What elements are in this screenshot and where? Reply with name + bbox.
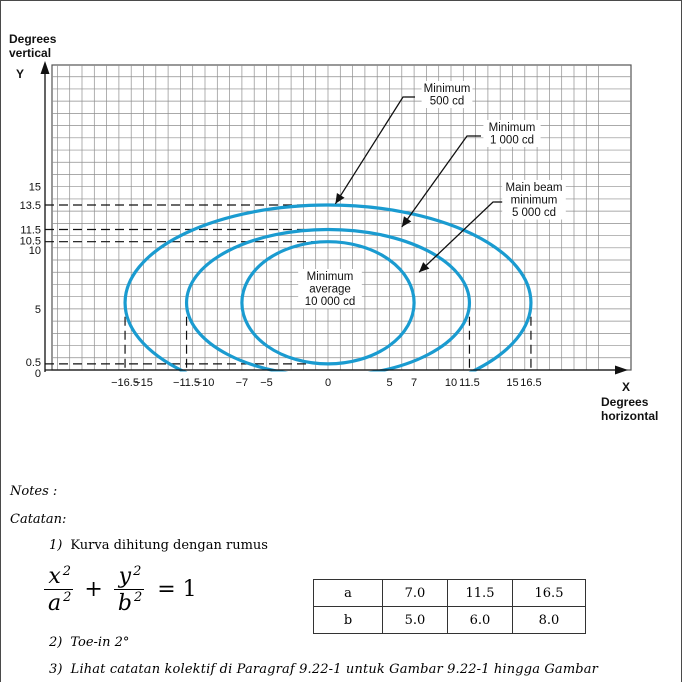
annotation-text: 5 000 cd: [511, 207, 557, 219]
annotation-text: Minimum: [488, 122, 536, 134]
note-2-text: Toe-in 2°: [70, 635, 130, 650]
leader-line: [419, 202, 495, 272]
x-tick-label: 11.5: [459, 377, 480, 389]
y-tick-label: 0: [34, 368, 41, 380]
x-tick-label: 16.5: [520, 377, 542, 389]
x-tick-label: 10: [444, 377, 458, 389]
x-tick-label: 7: [411, 377, 418, 389]
leader-line: [335, 97, 405, 204]
note-3: [49, 662, 598, 677]
annotation-text: 10 000 cd: [304, 296, 356, 308]
table-cell: b: [314, 607, 383, 634]
annotations: [298, 81, 566, 309]
y-tick-label: 10.5: [19, 235, 41, 248]
x-tick-label: 0: [324, 377, 332, 389]
formula-y-fraction: $\frac{y ^2}{b ^2}$: [114, 564, 144, 616]
ellipse-formula: $\frac{x ^2}{a ^2}$ + $\frac{y ^2}{b ^2}$ = 1: [44, 564, 197, 616]
table-row: [314, 607, 586, 634]
annotation-text: Minimum: [423, 83, 471, 95]
annotation-text: average: [309, 283, 351, 296]
note-1: [49, 538, 268, 553]
note-3-text: Lihat catatan kolektif di Paragraf 9.22-1 untuk Gambar 9.22-1 hingga Gambar: [70, 662, 599, 677]
y-tick-label: 11.5: [20, 224, 41, 237]
parameter-table: [313, 579, 586, 634]
x-tick-label: 15: [506, 377, 519, 389]
note-1-number: 1): [49, 538, 63, 553]
y-axis-letter: Y: [16, 67, 25, 81]
annotation-text: 500 cd: [429, 95, 465, 108]
annotation-text: 1 000 cd: [489, 134, 535, 147]
y-tick-label: 15: [28, 181, 41, 194]
formula-x-fraction: $\frac{x ^2}{a ^2}$: [44, 564, 73, 616]
x-tick-label: 5: [386, 377, 393, 389]
y-tick-label: 13.5: [19, 200, 41, 213]
x-tick-label: −11.5: [173, 377, 201, 389]
y-axis-title-line1: Degrees: [9, 32, 57, 46]
x-tick-label: −7: [235, 377, 249, 389]
table-cell: 5.0: [383, 607, 448, 634]
note-2: [49, 635, 129, 650]
x-axis-title-line2: horizontal: [601, 409, 659, 423]
annotation-text: Minimum: [306, 271, 354, 283]
x-axis-letter: X: [622, 380, 631, 394]
beam-pattern-chart: [1, 1, 683, 471]
x-tick-label: −15: [134, 377, 153, 389]
notes-heading: Notes :: [10, 484, 58, 499]
table-cell: 11.5: [448, 580, 513, 607]
x-tick-label: −16.5: [111, 377, 139, 389]
table-cell: 7.0: [383, 580, 448, 607]
catatan-heading: Catatan:: [10, 512, 67, 527]
table-cell: a: [314, 580, 383, 607]
x-tick-labels: [111, 377, 542, 389]
table-cell: 6.0: [448, 607, 513, 634]
y-axis-arrow: [41, 61, 50, 74]
arrowhead: [402, 216, 411, 227]
y-tick-label: 5: [34, 303, 41, 316]
table-row: [314, 580, 586, 607]
annotation-callout: [298, 269, 362, 309]
annotation-text: minimum: [510, 194, 558, 207]
note-1-text: Kurva dihitung dengan rumus: [70, 538, 268, 553]
ellipse-curves: [45, 205, 645, 471]
table-cell: 16.5: [513, 580, 586, 607]
x-tick-label: −10: [195, 377, 215, 389]
y-axis-title-line2: vertical: [9, 46, 52, 60]
y-tick-label: 0.5: [25, 356, 41, 369]
table-cell: 8.0: [513, 607, 586, 634]
x-axis-title-line1: Degrees: [601, 395, 649, 409]
annotation-text: Main beam: [505, 182, 563, 194]
y-tick-label: 10: [28, 244, 41, 257]
note-2-number: 2): [49, 635, 63, 650]
annotation-callout: [335, 81, 472, 204]
note-3-number: 3): [49, 662, 63, 677]
y-tick-labels: [20, 182, 41, 380]
leader-line: [402, 136, 469, 227]
x-tick-label: −5: [260, 377, 273, 389]
